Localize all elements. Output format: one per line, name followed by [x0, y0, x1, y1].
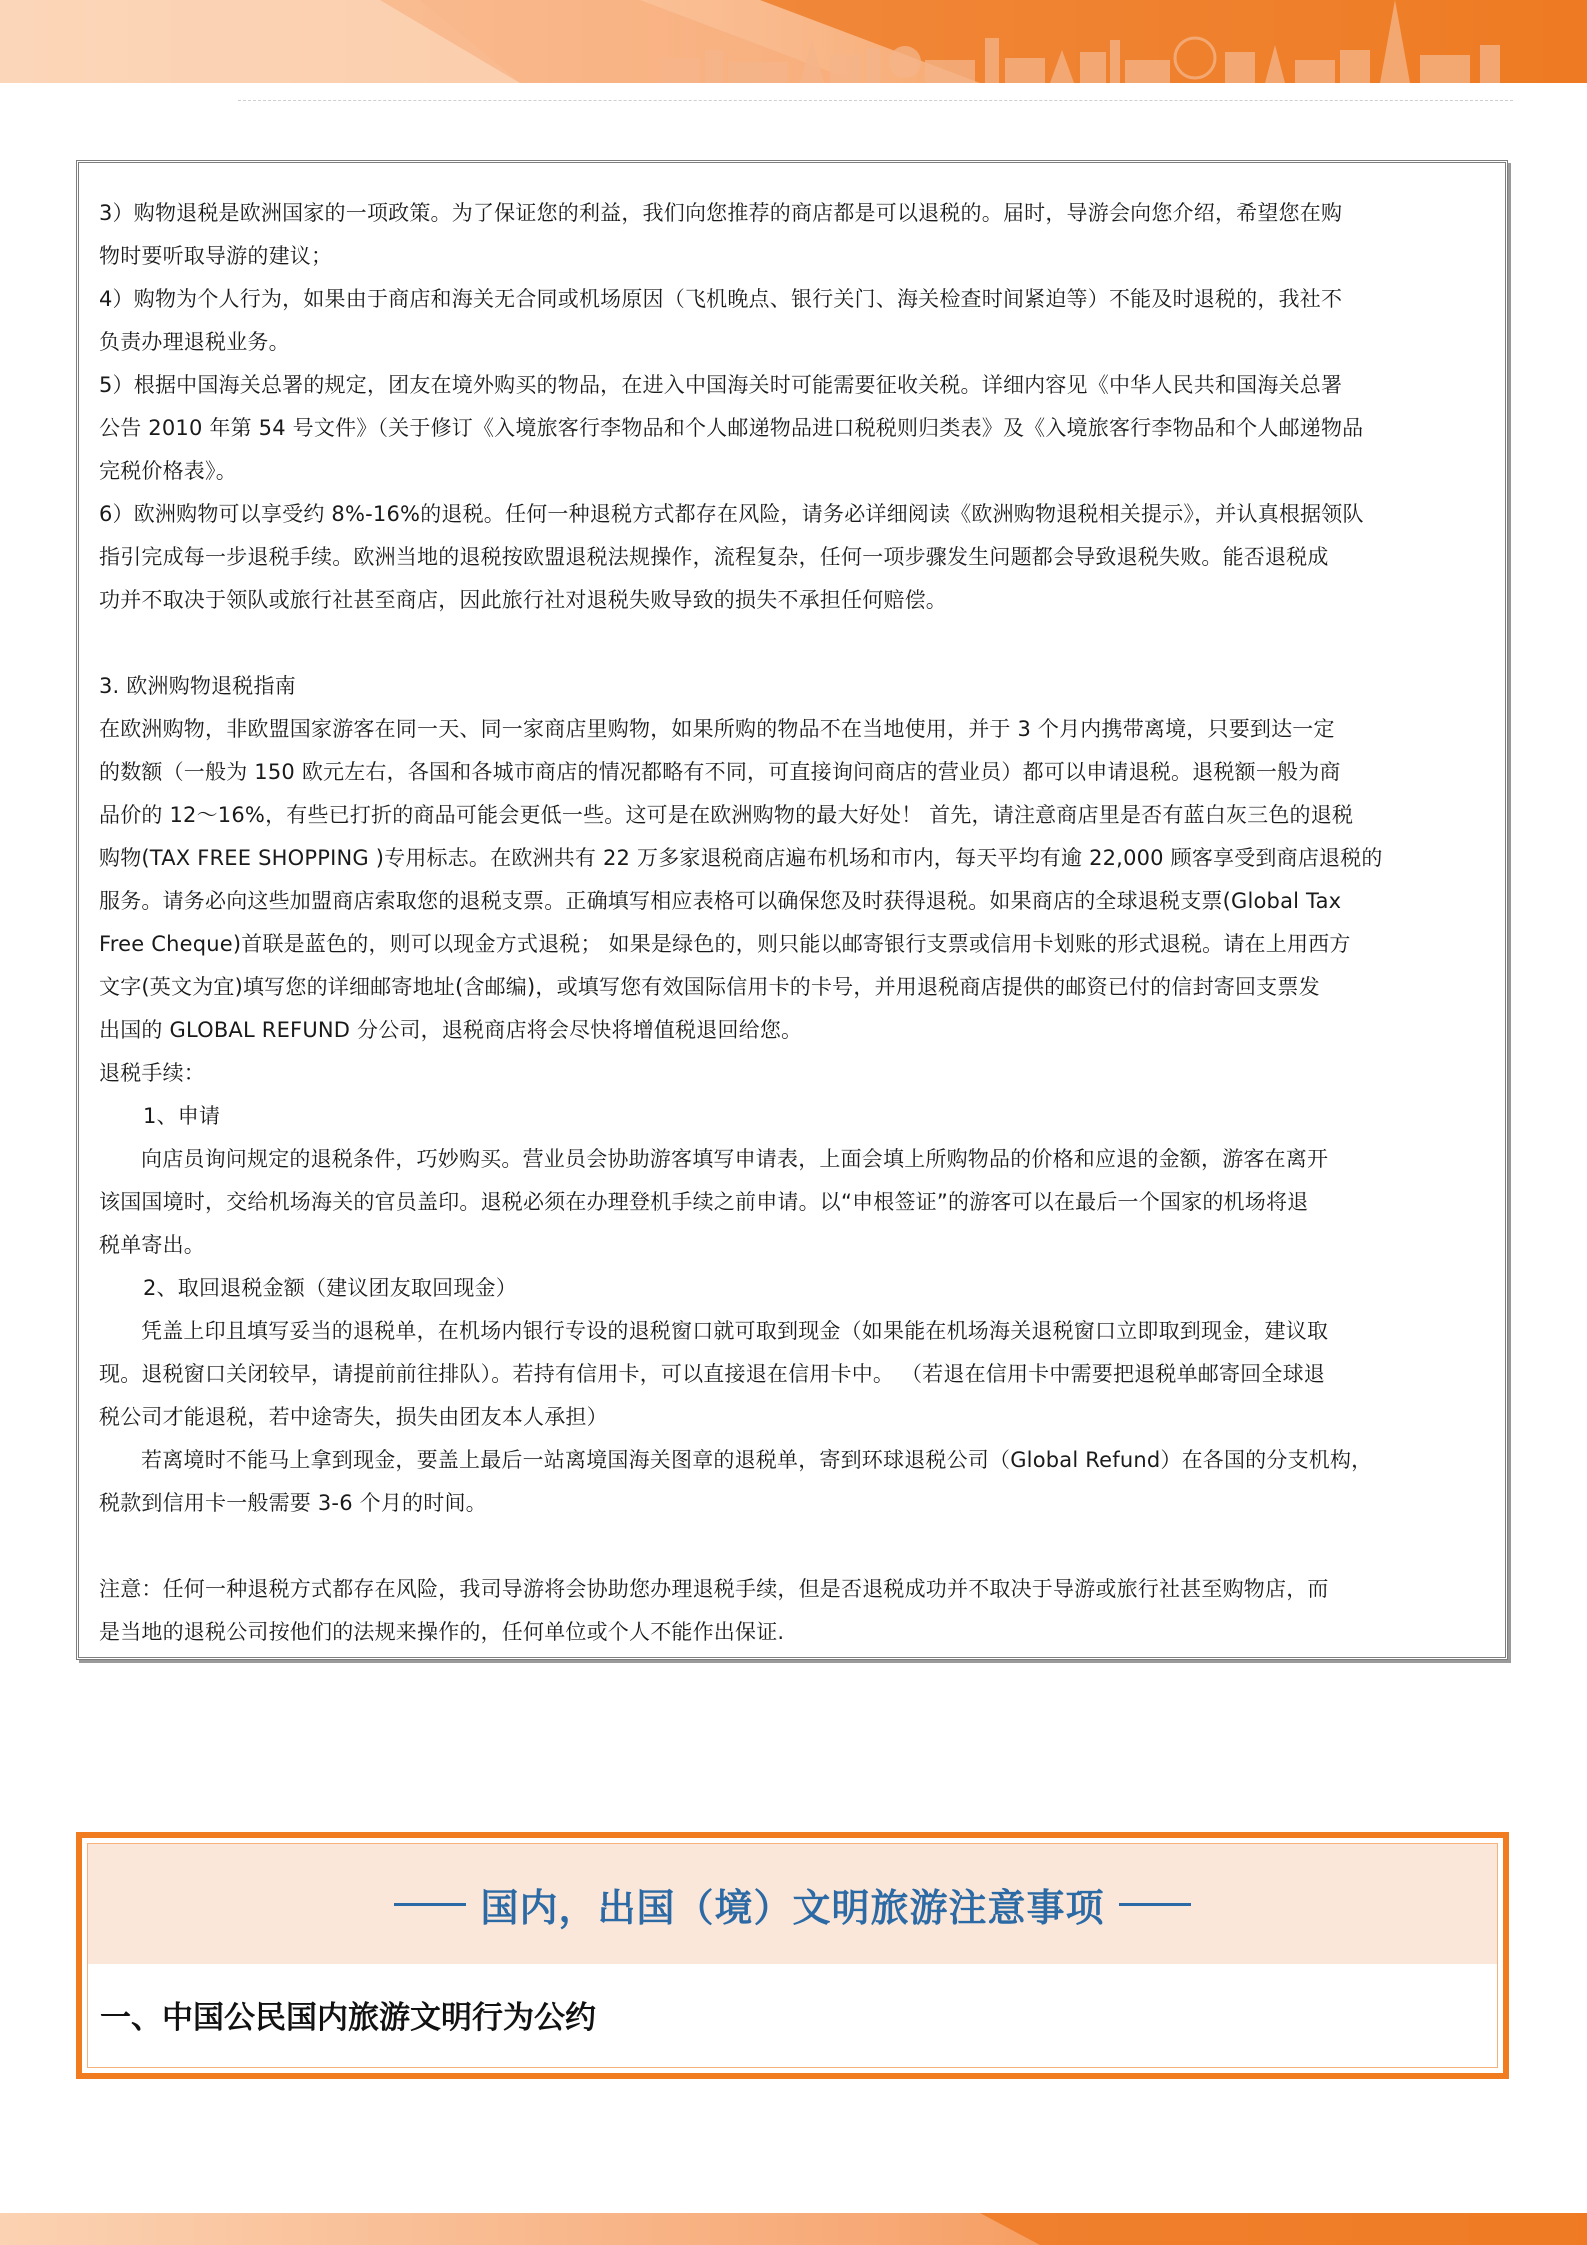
content-box — [76, 160, 1508, 1660]
paragraph-line: 公告 2010 年第 54 号文件》（关于修订《入境旅客行李物品和个人邮递物品进口税税则归类表》及《入境旅客行李物品和个人邮递物品 — [99, 416, 1364, 440]
footer-bar — [0, 2213, 1587, 2245]
header-banner — [0, 0, 1587, 83]
paragraph-line: 品价的 12～16%，有些已打折的商品可能会更低一些。这可是在欧洲购物的最大好处！ 首先，请注意商店里是否有蓝白灰三色的退税 — [99, 803, 1354, 827]
paragraph-line: 指引完成每一步退税手续。欧洲当地的退税按欧盟退税法规操作，流程复杂，任何一项步骤发生问题都会导致退税失败。能否退税成 — [99, 545, 1329, 569]
paragraph-line: 的数额（一般为 150 欧元左右，各国和各城市商店的情况都略有不同，可直接询问商店的营业员）都可以申请退税。退税额一般为商 — [99, 760, 1341, 784]
section-inner — [87, 1843, 1498, 2068]
paragraph-line: 服务。请务必向这些加盟商店索取您的退税支票。正确填写相应表格可以确保您及时获得退税。如果商店的全球退税支票(Global Tax — [99, 889, 1342, 913]
paragraph-line: 功并不取决于领队或旅行社甚至商店，因此旅行社对退税失败导致的损失不承担任何赔偿。 — [99, 588, 947, 612]
paragraph-line: 凭盖上印且填写妥当的退税单，在机场内银行专设的退税窗口就可取到现金（如果能在机场海关退税窗口立即取到现金，建议取 — [141, 1319, 1329, 1343]
section-title-bar — [88, 1844, 1497, 1964]
section-heading: 3. 欧洲购物退税指南 — [99, 674, 296, 698]
step-heading: 2、取回退税金额（建议团友取回现金） — [143, 1276, 517, 1300]
title-dash-left — [394, 1903, 466, 1906]
notice-line: 是当地的退税公司按他们的法规来操作的，任何单位或个人不能作出保证. — [99, 1620, 785, 1644]
paragraph-line: 该国国境时，交给机场海关的官员盖印。退税必须在办理登机手续之前申请。以“申根签证”的游客可以在最后一个国家的机场将退 — [99, 1190, 1309, 1214]
paragraph-line: 税公司才能退税，若中途寄失，损失由团友本人承担） — [99, 1405, 608, 1429]
notice-line: 注意：任何一种退税方式都存在风险，我司导游将会协助您办理退税手续，但是否退税成功并不取决于导游或旅行社甚至购物店，而 — [99, 1577, 1329, 1601]
section-title: 国内，出国（境）文明旅游注意事项 — [480, 1885, 1105, 1930]
paragraph-line: 文字(英文为宜)填写您的详细邮寄地址(含邮编)，或填写您有效国际信用卡的卡号，并用退税商店提供的邮资已付的信封寄回支票发 — [99, 975, 1320, 999]
title-dash-right — [1119, 1903, 1191, 1906]
paragraph-line: 物时要听取导游的建议； — [99, 244, 333, 268]
paragraph-line: 完税价格表》。 — [99, 459, 237, 483]
paragraph-line: 税单寄出。 — [99, 1233, 205, 1257]
paragraph-line: 若离境时不能马上拿到现金，要盖上最后一站离境国海关图章的退税单，寄到环球退税公司（Global Refund）在各国的分支机构， — [141, 1448, 1373, 1472]
paragraph-line: Free Cheque)首联是蓝色的，则可以现金方式退税； 如果是绿色的，则只能以邮寄银行支票或信用卡划账的形式退税。请在上用西方 — [99, 932, 1351, 956]
paragraph-line: 现。退税窗口关闭较早，请提前前往排队）。若持有信用卡，可以直接退在信用卡中。 （若退在信用卡中需要把退税单邮寄回全球退 — [99, 1362, 1325, 1386]
paragraph-line: 负责办理退税业务。 — [99, 330, 290, 354]
paragraph-line: 购物(TAX FREE SHOPPING )专用标志。在欧洲共有 22 万多家退税商店遍布机场和市内，每天平均有逾 22,000 顾客享受到商店退税的 — [99, 846, 1383, 870]
paragraph-line: 向店员询问规定的退税条件，巧妙购买。营业员会协助游客填写申请表，上面会填上所购物品的价格和应退的金额，游客在离开 — [141, 1147, 1329, 1171]
subsection-title: 一、中国公民国内旅游文明行为公约 — [100, 2000, 596, 2036]
paragraph-line: 3）购物退税是欧洲国家的一项政策。为了保证您的利益，我们向您推荐的商店都是可以退税的。届时，导游会向您介绍，希望您在购 — [99, 201, 1343, 225]
paragraph-line: 5）根据中国海关总署的规定，团友在境外购买的物品，在进入中国海关时可能需要征收关税。详细内容见《中华人民共和国海关总署 — [99, 373, 1343, 397]
section-box — [76, 1832, 1509, 2079]
content-text — [99, 192, 1489, 1654]
procedure-heading: 退税手续： — [99, 1061, 205, 1085]
paragraph-line: 税款到信用卡一般需要 3-6 个月的时间。 — [99, 1491, 487, 1515]
header-divider — [238, 100, 1513, 101]
paragraph-line: 出国的 GLOBAL REFUND 分公司，退税商店将会尽快将增值税退回给您。 — [99, 1018, 803, 1042]
paragraph-line: 在欧洲购物，非欧盟国家游客在同一天、同一家商店里购物，如果所购的物品不在当地使用，并于 3 个月内携带离境，只要到达一定 — [99, 717, 1335, 741]
step-heading: 1、申请 — [143, 1104, 221, 1128]
paragraph-line: 6）欧洲购物可以享受约 8%-16%的退税。任何一种退税方式都存在风险，请务必详细阅读《欧洲购物退税相关提示》，并认真根据领队 — [99, 502, 1364, 526]
paragraph-line: 4）购物为个人行为，如果由于商店和海关无合同或机场原因（飞机晚点、银行关门、海关检查时间紧迫等）不能及时退税的，我社不 — [99, 287, 1343, 311]
